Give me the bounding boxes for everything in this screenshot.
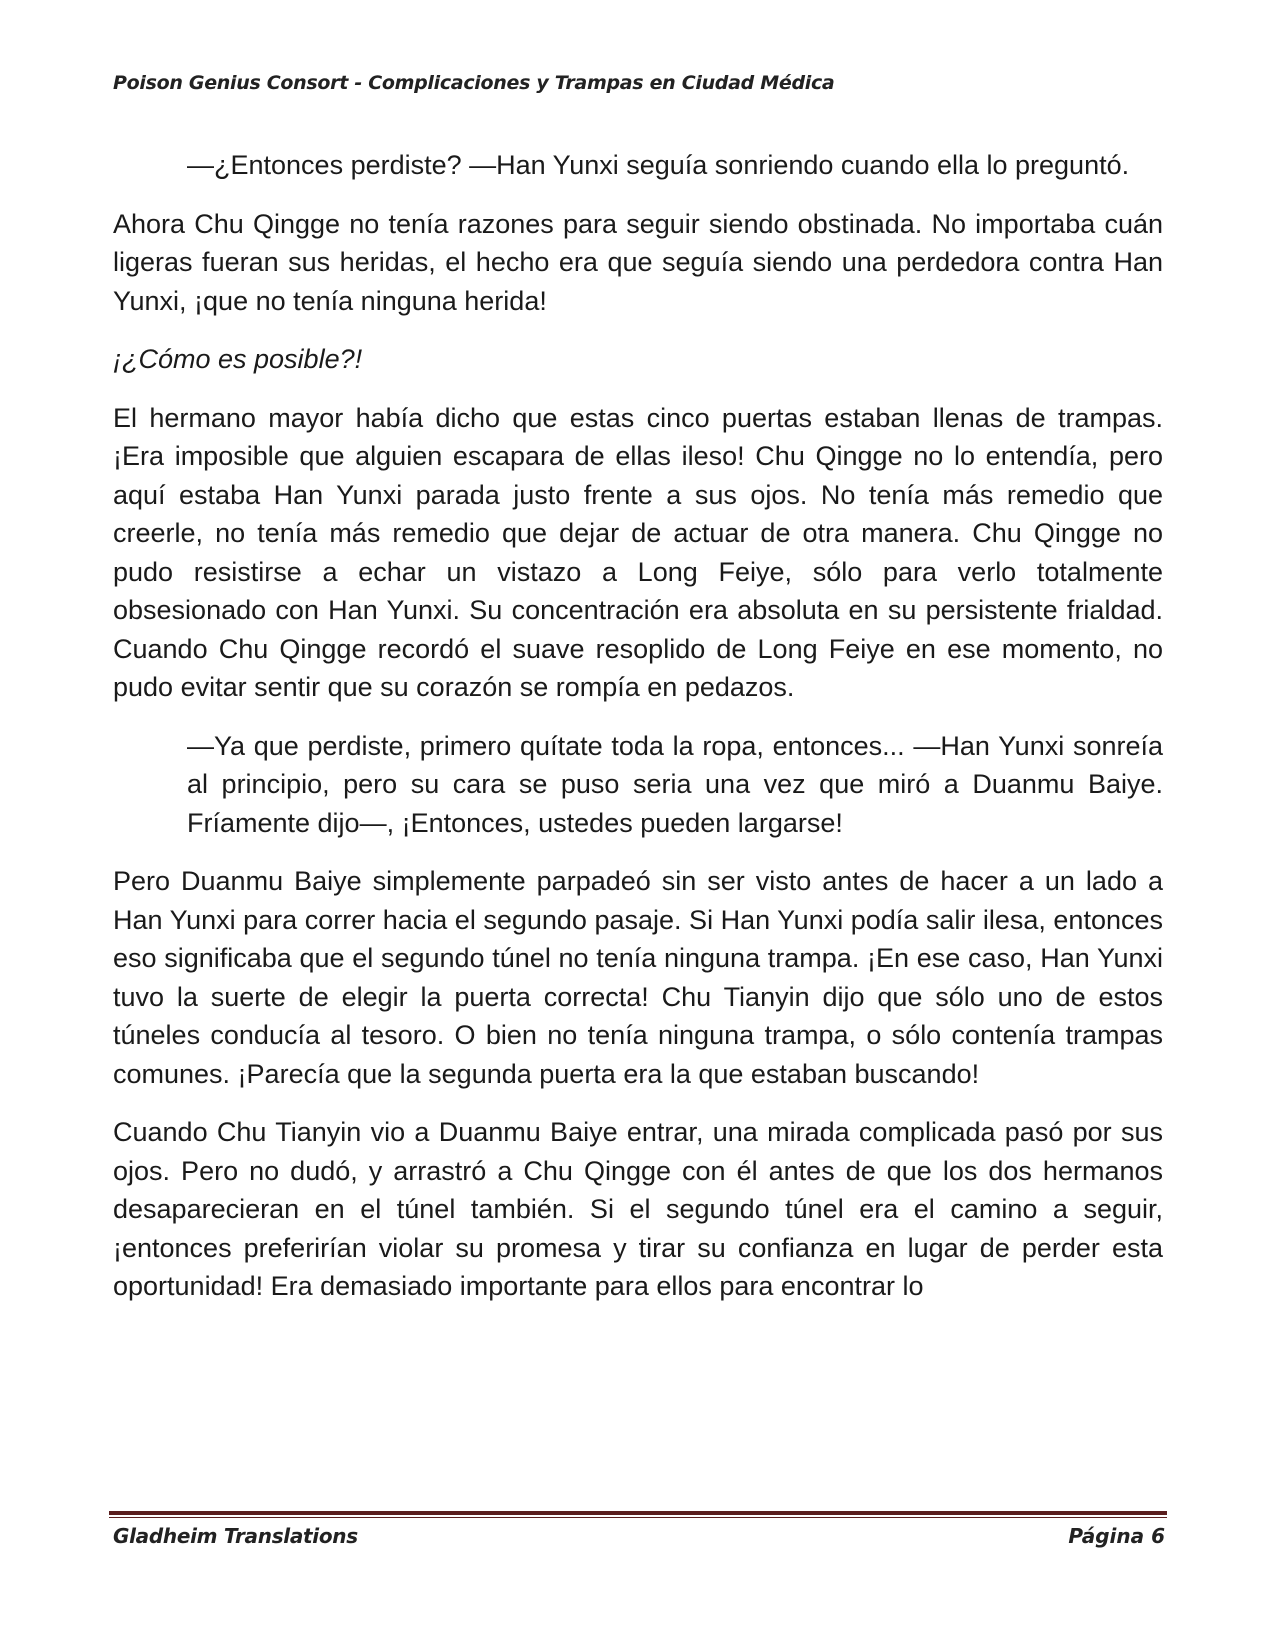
dialog-paragraph: —¿Entonces perdiste? —Han Yunxi seguía sonriendo cuando ella lo preguntó. xyxy=(187,150,1130,180)
italic-thought: ¡¿Cómo es posible?! xyxy=(113,344,363,374)
footer-divider-thin xyxy=(109,1517,1167,1518)
document-body xyxy=(113,146,1163,1306)
body-paragraph: Pero Duanmu Baiye simplemente parpadeó sin ser visto antes de hacer a un lado a Han Yunxi para correr hacia el segundo pasaje. Si Han Yunxi podía salir ilesa, entonces eso significaba que el segundo túnel no tenía ninguna trampa. ¡En ese caso, Han Yunxi tuvo la suerte de elegir la puerta correcta! Chu Tianyin dijo que sólo uno de estos túneles conducía al tesoro. O bien no tenía ninguna trampa, o sólo contenía trampas comunes. ¡Parecía que la segunda puerta era la que estaban buscando! xyxy=(113,866,1163,1089)
footer-divider xyxy=(109,1511,1167,1518)
footer-divider-thick xyxy=(109,1511,1167,1515)
body-paragraph: Ahora Chu Qingge no tenía razones para seguir siendo obstinada. No importaba cuán ligeras fueran sus heridas, el hecho era que seguía siendo una perdedora contra Han Yunxi, ¡que no tenía ninguna herida! xyxy=(113,208,1163,316)
page-header-title: Poison Genius Consort - Complicaciones y Trampas en Ciudad Médica xyxy=(113,72,835,94)
footer-publisher: Gladheim Translations xyxy=(113,1524,358,1548)
footer-page-number: Página 6 xyxy=(1068,1524,1165,1548)
body-paragraph: El hermano mayor había dicho que estas cinco puertas estaban llenas de trampas. ¡Era imposible que alguien escapara de ellas ileso! Chu Qingge no lo entendía, pero aquí estaba Han Yunxi parada justo frente a sus ojos. No tenía más remedio que creerle, no tenía más remedio que dejar de actuar de otra manera. Chu Qingge no pudo resistirse a echar un vistazo a Long Feiye, sólo para verlo totalmente obsesionado con Han Yunxi. Su concentración era absoluta en su persistente frialdad. Cuando Chu Qingge recordó el suave resoplido de Long Feiye en ese momento, no pudo evitar sentir que su corazón se rompía en pedazos. xyxy=(113,402,1163,702)
dialog-paragraph: —Ya que perdiste, primero quítate toda la ropa, entonces... —Han Yunxi sonreía al principio, pero su cara se puso seria una vez que miró a Duanmu Baiye. Fríamente dijo—, ¡Entonces, ustedes pueden largarse! xyxy=(187,730,1163,838)
body-paragraph: Cuando Chu Tianyin vio a Duanmu Baiye entrar, una mirada complicada pasó por sus ojos. Pero no dudó, y arrastró a Chu Qingge con él antes de que los dos hermanos desaparecieran en el túnel también. Si el segundo túnel era el camino a seguir, ¡entonces preferirían violar su promesa y tirar su confianza en lugar de perder esta oportunidad! Era demasiado importante para ellos para encontrar lo xyxy=(113,1117,1163,1301)
